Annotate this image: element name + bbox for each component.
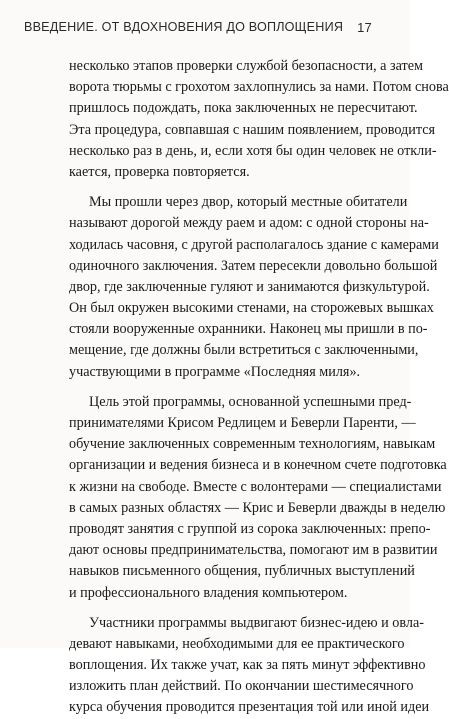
text-line: ворота тюрьмы с грохотом захлопнулись за нами. Потом снова: [69, 79, 449, 96]
body-text: [69, 56, 449, 719]
paragraph-gap: [69, 383, 382, 392]
text-line: мещение, где должны были встретиться с заключенными,: [69, 342, 419, 359]
text-line: курса обучения проводится презентация той или иной идеи: [69, 699, 430, 716]
text-line: одиночного заключения. Затем пересекли довольно большой: [69, 257, 438, 274]
paragraph: [69, 392, 447, 604]
paragraph-gap: [69, 604, 382, 613]
text-line: Эта процедура, совпавшая с нашим появлением, проводится: [69, 121, 436, 138]
text-line: пришлось подождать, пока заключенных не пересчитают.: [69, 100, 418, 117]
text-line: ходилась часовня, с другой располагалось здание с камерами: [69, 236, 439, 253]
paragraph: [69, 613, 430, 719]
text-line: кается, проверка повторяется.: [69, 163, 250, 180]
text-line: проводят занятия с группой из сорока заключенных: препо-: [69, 520, 431, 537]
text-line: изложить план действий. По окончании шестимесячного: [69, 678, 414, 695]
paragraph: [69, 192, 439, 383]
text-line: Мы прошли через двор, который местные обитатели: [89, 194, 408, 211]
text-line: участвующими в программе «Последняя миля».: [69, 363, 361, 380]
text-line: Участники программы выдвигают бизнес-идею и овла-: [89, 614, 425, 631]
text-line: Он был окружен высокими стенами, на сторожевых вышках: [69, 300, 434, 317]
text-line: девают навыками, необходимыми для ее практического: [69, 635, 405, 652]
paragraph: [69, 56, 449, 183]
text-line: называют дорогой между раем и адом: с одной стороны на-: [69, 215, 429, 232]
running-header: [23, 18, 372, 36]
text-line: принимателями Крисом Редлицем и Беверли Паренти, —: [69, 415, 416, 431]
text-line: несколько раз в день, и, если хотя бы один человек не откли-: [69, 142, 437, 159]
text-line: дают основы предпринимательства, помогают им в развитии: [69, 542, 438, 559]
text-line: в самых разных областях — Крис и Беверли дважды в неделю: [69, 499, 446, 516]
text-line: навыков письменного общения, публичных выступлений: [69, 563, 415, 580]
text-line: и профессионального владения компьютером.: [69, 584, 348, 601]
paragraph-gap: [69, 183, 382, 192]
text-line: несколько этапов проверки службой безопасности, а затем: [69, 58, 424, 74]
running-header-title: ВВЕДЕНИЕ. ОТ ВДОХНОВЕНИЯ ДО ВОПЛОЩЕНИЯ: [23, 20, 344, 34]
text-line: обучение заключенных современным технологиям, навыкам: [69, 436, 436, 453]
text-line: к жизни на свободе. Вместе с волонтерами — специалистами: [69, 478, 442, 495]
text-line: Цель этой программы, основанной успешными пред-: [89, 393, 412, 410]
text-line: организации и ведения бизнеса и в конечном счете подготовка: [69, 457, 447, 474]
page-number: 17: [357, 19, 372, 35]
text-line: двор, где заключенные гуляют и занимаются физкультурой.: [69, 278, 430, 295]
text-line: стояли вооруженные охранники. Наконец мы пришли в по-: [69, 321, 428, 338]
text-line: воплощения. Их также учат, как за пять минут эффективно: [69, 657, 426, 674]
